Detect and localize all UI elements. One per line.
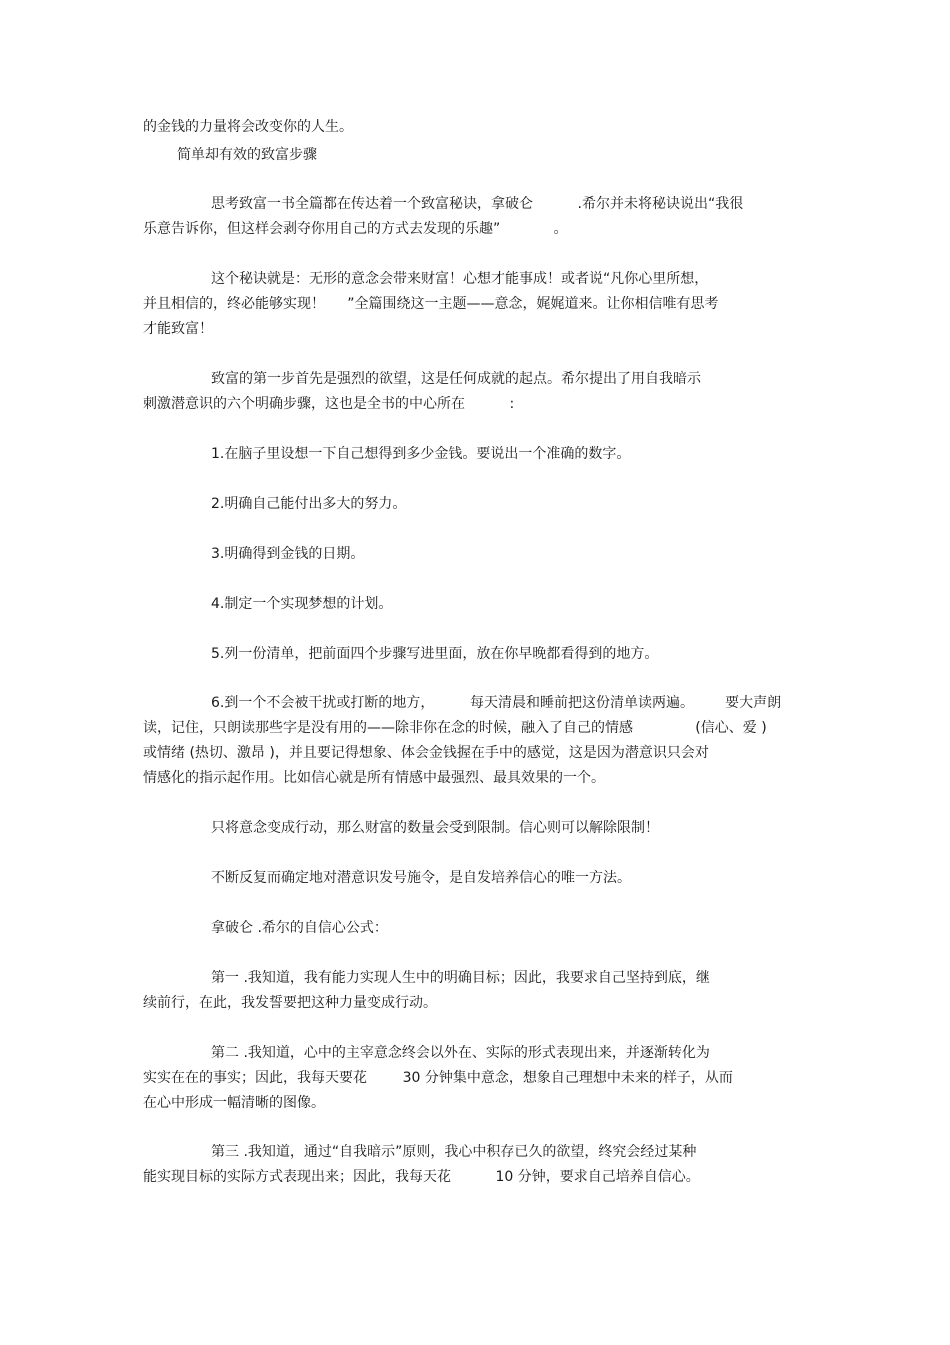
text-line: 只将意念变成行动，那么财富的数量会受到限制。信心则可以解除限制！ (211, 820, 659, 836)
text-line: 情感化的指示起作用。比如信心就是所有情感中最强烈、最具效果的一个。 (143, 770, 605, 786)
list-item: 5.列一份清单，把前面四个步骤写进里面，放在你早晚都看得到的地方。 (211, 646, 659, 662)
text-line: 在心中形成一幅清晰的图像。 (143, 1095, 325, 1111)
section-heading: 简单却有效的致富步骤 (177, 147, 317, 163)
text-line: 这个秘诀就是：无形的意念会带来财富！心想才能事成！或者说“凡你心里所想， (211, 271, 709, 287)
list-item: 1.在脑子里设想一下自己想得到多少金钱。要说出一个准确的数字。 (211, 446, 631, 462)
text-line: 拿破仑 .希尔的自信心公式： (211, 920, 388, 936)
text-line: 读，记住，只朗读那些字是没有用的——除非你在念的时候，融入了自己的情感 (信心、爱 ) (143, 720, 767, 736)
text-line: 第二 .我知道，心中的主宰意念终会以外在、实际的形式表现出来，并逐渐转化为 (211, 1045, 710, 1061)
text-line: 实实在在的事实；因此，我每天要花 30 分钟集中意念，想象自己理想中未来的样子，从而 (143, 1070, 733, 1086)
text-line: 并且相信的，终必能够实现！ ”全篇围绕这一主题——意念，娓娓道来。让你相信唯有思考 (143, 296, 719, 312)
text-line: 才能致富！ (143, 321, 213, 337)
text-line: 续前行，在此，我发誓要把这种力量变成行动。 (143, 995, 437, 1011)
text-line: 或情绪 (热切、激昂 )，并且要记得想象、体会金钱握在手中的感觉，这是因为潜意识只会对 (143, 745, 709, 761)
text-line: 不断反复而确定地对潜意识发号施令，是自发培养信心的唯一方法。 (211, 870, 631, 886)
text-line: 第一 .我知道，我有能力实现人生中的明确目标；因此，我要求自己坚持到底，继 (211, 970, 710, 986)
list-item: 3.明确得到金钱的日期。 (211, 546, 365, 562)
list-item: 6.到一个不会被干扰或打断的地方， 每天清晨和睡前把这份清单读两遍。 要大声朗 (211, 695, 782, 711)
text-line: 能实现目标的实际方式表现出来；因此，我每天花 10 分钟，要求自己培养自信心。 (143, 1169, 700, 1185)
text-line: 的金钱的力量将会改变你的人生。 (143, 119, 353, 135)
text-line: 刺激潜意识的六个明确步骤，这也是全书的中心所在 : (143, 396, 515, 412)
text-line: 乐意告诉你，但这样会剥夺你用自己的方式去发现的乐趣” 。 (143, 221, 568, 237)
list-item: 2.明确自己能付出多大的努力。 (211, 496, 407, 512)
text-line: 致富的第一步首先是强烈的欲望，这是任何成就的起点。希尔提出了用自我暗示 (211, 371, 701, 387)
text-line: 第三 .我知道，通过“自我暗示”原则，我心中积存已久的欲望，终究会经过某种 (211, 1144, 697, 1160)
list-item: 4.制定一个实现梦想的计划。 (211, 596, 393, 612)
text-line: 思考致富一书全篇都在传达着一个致富秘诀，拿破仑 .希尔并未将秘诀说出“我很 (211, 196, 744, 212)
